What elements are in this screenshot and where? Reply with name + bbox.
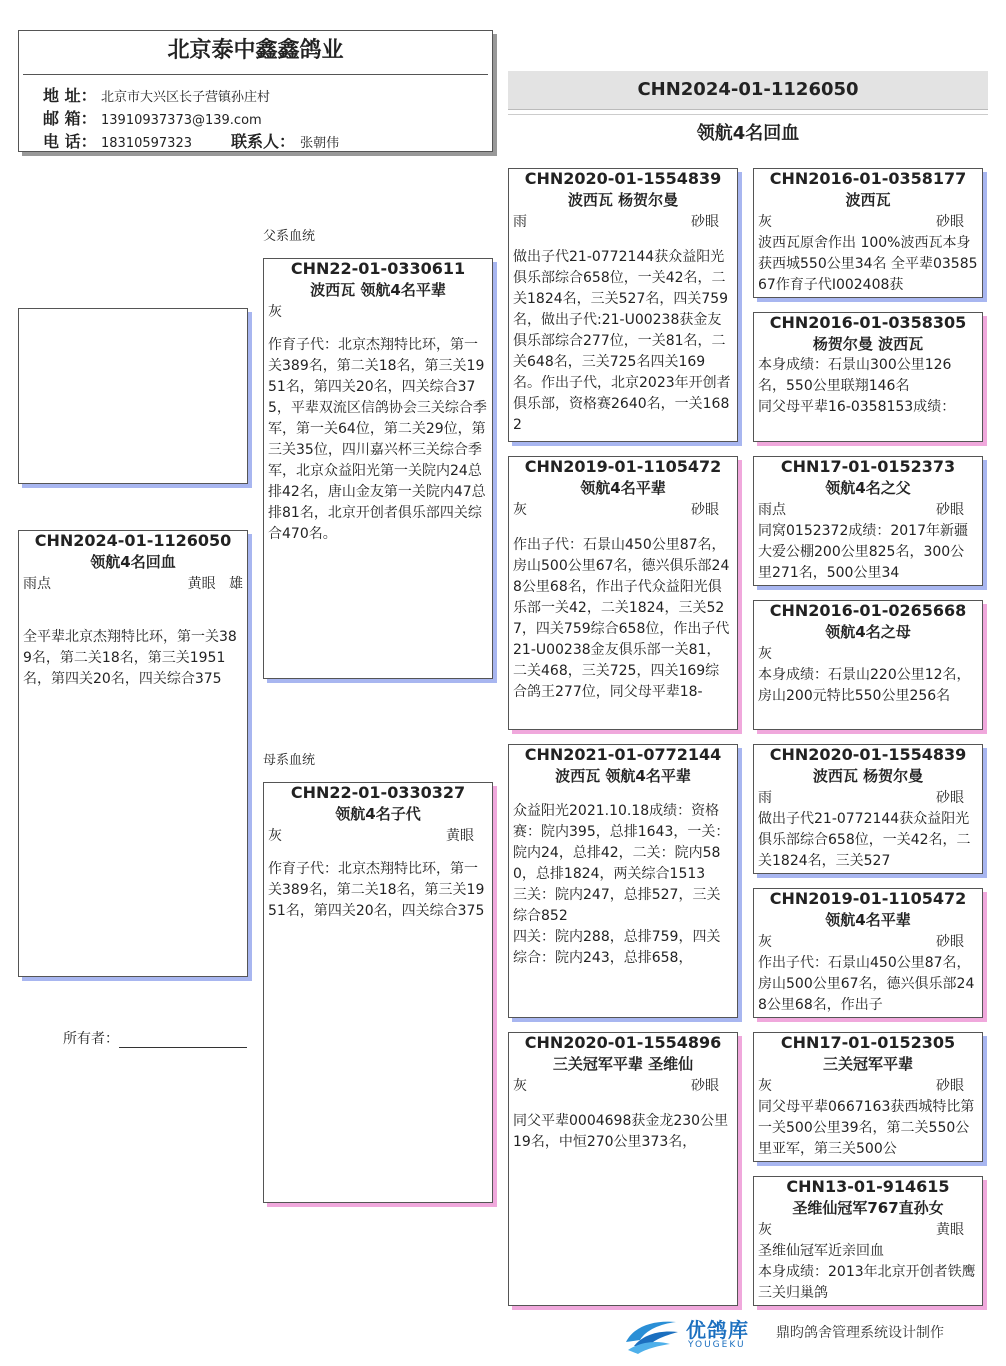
gen4-8-color: 灰 [758, 1222, 772, 1238]
gen3-4-ring: CHN2020-01-1554896 [524, 1033, 722, 1052]
sire-color: 灰 [268, 304, 282, 320]
gen3-4-notes: 同父平辈0004698获金龙230公里19名，中恒270公里373名， [513, 1113, 729, 1150]
gen4-1-notes: 波西瓦原舍作出 100%波西瓦本身获西城550公里34名 全平辈0358567作育子代I002408获 [758, 235, 978, 293]
gen4-1-eye: 砂眼 [936, 214, 964, 230]
gen4-6-eye: 砂眼 [936, 934, 964, 950]
gen3-4-name: 三关冠军平辈 圣维仙 [552, 1055, 694, 1073]
gen4-4-name: 领航4名之母 [825, 623, 911, 641]
gen3-1-color: 雨 [513, 214, 527, 230]
phone-value: 18310597323 [101, 136, 192, 151]
footer-logo [620, 1312, 770, 1358]
dam-card [263, 782, 493, 1203]
gen4-5-ring: CHN2020-01-1554839 [769, 745, 967, 764]
gen4-8-notes: 圣维仙冠军近亲回血 本身成绩：2013年北京开创者铁鹰三关归巢鸽 [758, 1243, 976, 1301]
title-ring: CHN2024-01-1126050 [637, 79, 859, 100]
gen4-7-ring: CHN17-01-0152305 [780, 1033, 956, 1052]
sire-ring: CHN22-01-0330611 [290, 259, 466, 278]
title-bar [508, 71, 988, 110]
sire-notes: 作育子代：北京杰翔特比环，第一关389名，第二关18名，第三关1951名，第四关20名，四关综合375，平辈双流区信鸽协会三关综合季军，第一关64位，第二关29位，第三关35位，四川嘉兴杯三关综合季军，北京众益阳光第一关院内24总排42名，唐山金友第一关院内47总排81名，北京开创者俱乐部四关综合470名。 [268, 337, 487, 542]
dam-color: 灰 [268, 828, 282, 844]
subject-notes: 全平辈北京杰翔特比环，第一关389名，第二关18名，第三关1951名，第四关20名，四关综合375 [23, 629, 237, 687]
gen3-3-name: 波西瓦 领航4名平辈 [555, 767, 691, 785]
owner-line [119, 1031, 247, 1048]
sire-name: 波西瓦 领航4名平辈 [310, 281, 446, 299]
owner-label-text: 所有者： [63, 1031, 119, 1047]
gen3-3-notes: 众益阳光2021.10.18成绩：资格赛：院内395，总排1643，一关：院内24，总排42，二关：院内580，总排1824，两关综合1513 三关：院内247，总排527，三关综合852 四关：院内288，总排759，四关综合：院内243，总排658， [513, 803, 730, 966]
gen4-card-8 [753, 1176, 983, 1306]
subject-eye: 黄眼 [187, 576, 216, 592]
gen4-6-name: 领航4名平辈 [825, 911, 911, 929]
gen4-5-notes: 做出子代21-0772144获众益阳光俱乐部综合658位，一关42名，二关1824名，三关527 [758, 811, 971, 869]
gen4-card-5 [753, 744, 983, 874]
gen4-3-notes: 同窝0152372成绩：2017年新疆大爱公棚200公里825名，300公里271名，500公里34 [758, 523, 968, 581]
gen3-1-ring: CHN2020-01-1554839 [524, 169, 722, 188]
address-label: 地 址： [43, 86, 97, 105]
gen4-7-color: 灰 [758, 1078, 772, 1094]
gen4-2-name: 杨贺尔曼 波西瓦 [812, 335, 924, 353]
dam-notes: 作育子代：北京杰翔特比环，第一关389名，第二关18名，第三关1951名，第四关20名，四关综合375 [268, 861, 485, 919]
gen3-4-eye: 砂眼 [691, 1078, 719, 1094]
logo-icon [620, 1312, 682, 1356]
gen4-card-2 [753, 312, 983, 442]
gen4-card-1 [753, 168, 983, 298]
subject-sex: 雄 [229, 576, 243, 592]
gen3-1-name: 波西瓦 杨贺尔曼 [567, 191, 679, 209]
gen4-3-ring: CHN17-01-0152373 [780, 457, 956, 476]
sire-side-label: 父系血统 [263, 229, 316, 244]
gen4-card-7 [753, 1032, 983, 1162]
gen4-2-ring: CHN2016-01-0358305 [769, 313, 967, 332]
dam-side-label: 母系血统 [263, 753, 316, 768]
gen4-card-4 [753, 600, 983, 730]
logo-cn: 优鸽库 [686, 1318, 749, 1342]
dam-ring: CHN22-01-0330327 [290, 783, 466, 802]
gen4-8-eye: 黄眼 [936, 1222, 964, 1238]
gen4-8-name: 圣维仙冠军767直孙女 [792, 1199, 944, 1217]
gen4-1-name: 波西瓦 [845, 191, 891, 209]
dam-name: 领航4名子代 [335, 805, 421, 823]
header-divider [23, 74, 488, 75]
email-value: 13910937373@139.com [101, 113, 262, 128]
subject-name: 领航4名回血 [90, 553, 176, 571]
owner-label [63, 1028, 247, 1048]
gen4-6-notes: 作出子代：石景山450公里87名，房山500公里67名，德兴俱乐部248公里68名，作出子 [758, 955, 975, 1013]
gen4-5-color: 雨 [758, 790, 772, 806]
logo-en: YOUGEKU [688, 1340, 746, 1350]
gen3-card-4 [508, 1032, 738, 1306]
gen4-3-name: 领航4名之父 [825, 479, 911, 497]
gen3-3-ring: CHN2021-01-0772144 [524, 745, 722, 764]
gen4-4-color: 灰 [758, 646, 772, 662]
header-card [18, 30, 493, 152]
gen3-card-3 [508, 744, 738, 1018]
gen4-7-notes: 同父母平辈0667163获西城特比第一关500公里39名，第二关550公里亚军，第三关500公 [758, 1099, 975, 1157]
gen4-4-notes: 本身成绩：石景山220公里12名，房山200元特比550公里256名 [758, 667, 971, 704]
gen3-2-color: 灰 [513, 502, 527, 518]
contact-label: 联系人： [231, 132, 296, 151]
gen4-5-eye: 砂眼 [936, 790, 964, 806]
gen3-card-1 [508, 168, 738, 442]
gen4-4-ring: CHN2016-01-0265668 [769, 601, 967, 620]
email-label: 邮 箱： [43, 109, 97, 128]
gen4-1-color: 灰 [758, 214, 772, 230]
gen4-card-6 [753, 888, 983, 1018]
gen3-1-notes: 做出子代21-0772144获众益阳光俱乐部综合658位，一关42名，二关1824名，三关527名，四关759名，做出子代:21-U00238获金友俱乐部综合277位，一关81名，二关648名，三关725名四关169名。作出子代，北京2023年开创者俱乐部，资格赛2640名，一关1682 [513, 249, 731, 433]
gen3-2-notes: 作出子代：石景山450公里87名，房山500公里67名，德兴俱乐部248公里68名，作出子代众益阳光俱乐部一关42，二关1824，三关527，四关759综合658位，作出子代21-U00238金友俱乐部一关81，二关468，三关725，四关169综合鸽王277位，同父母平辈18- [513, 537, 730, 700]
gen4-7-name: 三关冠军平辈 [822, 1055, 913, 1073]
gen4-6-color: 灰 [758, 934, 772, 950]
gen4-3-color: 雨点 [758, 502, 786, 518]
footer-credit: 鼎昀鸽舍管理系统设计制作 [776, 1325, 944, 1341]
company-name: 北京泰中鑫鑫鸽业 [167, 38, 344, 63]
gen4-3-eye: 砂眼 [936, 502, 964, 518]
gen4-8-ring: CHN13-01-914615 [786, 1177, 950, 1196]
title-name: 领航4名回血 [696, 123, 800, 144]
subject-color: 雨点 [23, 576, 51, 592]
photo-placeholder [18, 308, 248, 484]
gen3-1-eye: 砂眼 [691, 214, 719, 230]
gen4-card-3 [753, 456, 983, 586]
gen3-4-color: 灰 [513, 1078, 527, 1094]
gen4-7-eye: 砂眼 [936, 1078, 964, 1094]
sire-card [263, 258, 493, 679]
contact-value: 张朝伟 [300, 136, 340, 151]
gen4-6-ring: CHN2019-01-1105472 [769, 889, 967, 908]
gen3-2-name: 领航4名平辈 [580, 479, 666, 497]
address-value: 北京市大兴区长子营镇孙庄村 [101, 90, 271, 105]
gen4-2-notes: 本身成绩：石景山300公里126名，550公里联翔146名 同父母平辈16-0358153成绩： [758, 357, 956, 415]
dam-eye: 黄眼 [446, 828, 474, 844]
title-underline [508, 114, 988, 115]
subject-card [18, 530, 248, 977]
subject-ring: CHN2024-01-1126050 [34, 531, 232, 550]
gen4-1-ring: CHN2016-01-0358177 [769, 169, 967, 188]
gen3-card-2 [508, 456, 738, 730]
gen4-5-name: 波西瓦 杨贺尔曼 [812, 767, 924, 785]
gen3-2-ring: CHN2019-01-1105472 [524, 457, 722, 476]
gen3-2-eye: 砂眼 [691, 502, 719, 518]
phone-label: 电 话： [43, 132, 97, 151]
